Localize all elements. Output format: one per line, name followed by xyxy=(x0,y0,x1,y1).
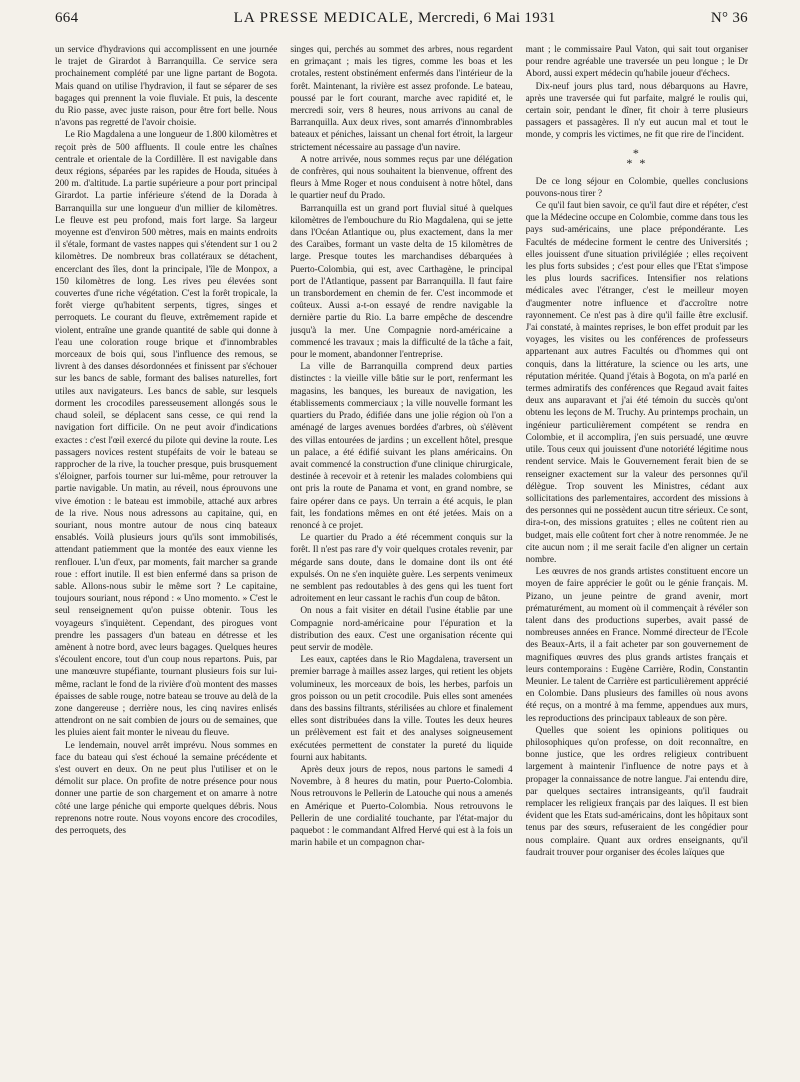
paragraph: Les eaux, captées dans le Rio Magdalena, traversent un premier barrage à mailles assez larges, qui retient les objets volumineux, les morceaux de bois, les herbes, parfois un gros poisson ou un petit crocodile. Puis elles sont amenées dans des bassins filtrants, stérilisées au chlore et finalement elles sont distribuées dans la ville. Toutes les deux heures un prélèvement est fait et des analyses soigneusement exécutées permettent de constater la pureté du liquide fourni aux habitants. xyxy=(290,655,513,763)
paragraph: singes qui, perchés au sommet des arbres, nous regardent en grimaçant ; mais les tigres, comme les boas et les crotales, restent obstinément enfermés dans l'intérieur de la forêt. Maintenant, la rivière est assez profonde. Le bateau, poussé par le fort courant, marche avec rapidité et, le mercredi soir, vers 8 heures, nous arrivons au canal de Barranquilla. Aux deux rives, sont amarrés d'innombrables bateaux et péniches, laissant un chenal fort étroit, la largeur strictement nécessaire au passage d'un navire. xyxy=(290,45,513,153)
paragraph: Quelles que soient les opinions politiques ou philosophiques qu'on professe, on doit reconnaître, en bonne justice, que les ordres religieux contribuent largement à maintenir l'influence de notre pays et à propager la connaissance de notre langue. J'ai entendu dire, par quelques sectaires intransigeants, qu'il faudrait remplacer les religieux français par des laïques. Il est bien évident que les Etats sud-américains, dont les hôpitaux sont tenus par des sœurs, refuseraient de les congédier pour nous complaire. Quant aux ordres enseignants, qu'il faudrait trouver pour organiser des écoles laïques que xyxy=(525,725,748,858)
paragraph: Les œuvres de nos grands artistes constituent encore un moyen de faire apprécier le goût ou le génie français. M. Pizano, un jeune peintre de grand avenir, mort prématurément, au moment où il commençait à révéler son talent dans des productions superbes, avait passé de nombreuses années en France. Nommé directeur de l'Ecole des Beaux-Arts, il a fait acheter par son gouvernement de magnifiques œuvres des plus grands artistes français et leurs contemporains : Eugène Carrière, Rodin, Constantin Meunier. Le talent de Carrière est particulièrement apprécié en Colombie. Dans plusieurs des familles où nous avons été reçus, on a montré à ma femme, appendues aux murs, les reproductions des principaux tableaux de son père. xyxy=(525,567,748,724)
issue-date: Mercredi, 6 Mai 1931 xyxy=(418,10,556,26)
page-number: 664 xyxy=(55,10,79,26)
column-1 xyxy=(55,44,277,1074)
paragraph: Dix-neuf jours plus tard, nous débarquons au Havre, après une traversée qui fut parfaite, malgré le roulis qui, certain soir, pendant le dîner, fit choir à terre plusieurs passagers et passagères. Il n'y eut aucun mal et tout le monde, y compris les victimes, ne fit que rire de l'incident. xyxy=(525,81,748,141)
paragraph: Ce qu'il faut bien savoir, ce qu'il faut dire et répéter, c'est que la Médecine occupe en Colombie, comme dans tous les pays sud-américains, une place prépondérante. Les Facultés de médecine forment le centre des Universités ; elles jouissent d'une situation privilégiée ; elles reçoivent les plus forts subsides ; c'est pour elles que l'Etat s'impose les plus lourds sacrifices. Intensifier nos relations médicales avec l'étranger, c'est le meilleur moyen d'augmenter notre influence et d'accroître notre rayonnement. Ce n'est pas à dire qu'il faille être exclusif. J'ai constaté, à maintes reprises, le bon effet produit par les voyages, les visites ou les conférences de professeurs appartenant aux autres Facultés ou d'hommes qui ont conquis, dans la littérature, la science ou les arts, une réputation méritée. Quand j'étais à Bogota, on m'a parlé en termes admiratifs des conférences que Regaud avait faites deux ans auparavant et j'ai été témoin du succès qu'ont obtenu les leçons de M. Truchy. Au printemps prochain, un ingénieur particulièrement compétent se rendra en Colombie, et il accomplira, j'en suis persuadé, une œuvre utile. Tous ceux qui jouissent d'une notoriété légitime nous rendent service. Mais le Gouvernement ferait bien de se renseigner exactement sur la valeur des personnes qu'il délègue. Trop souvent les Ministres, cédant aux sollicitations des parlementaires, accordent des missions à des personnes qui ne possèdent aucun titre sérieux. Ce sont, dira-t-on, des missions gratuites ; elles ne coûtent rien au budget, mais elle coûtent fort cher à notre renommée. Je ne cite aucun nom ; il me serait facile d'en aligner un certain nombre. xyxy=(525,201,748,565)
paragraph: La ville de Barranquilla comprend deux parties distinctes : la vieille ville bâtie sur le port, renfermant les magasins, les banques, les bureaux de navigation, les établissements commerciaux ; la ville nouvelle formant les quartiers du Prado, édifiée dans une jolie région où l'on a aménagé de larges avenues bordées d'arbres, où s'élèvent des villas entourées de jardins ; un excellent hôtel, presque un palace, a été édifié suivant les plans américains. On avait commencé la construction d'une clinique chirurgicale, destinée à recevoir et à retenir les malades colombiens qui ont pris la route de Panama et vont, en grand nombre, se faire opérer dans ce pays. Un terrain a été acquis, le plan fait, les fondations mêmes en ont été jetées. Mais on a renoncé à ce projet. xyxy=(290,362,513,531)
header-title xyxy=(234,10,556,27)
paragraph: Barranquilla est un grand port fluvial situé à quelques kilomètres de l'embouchure du Rio Magdalena, qui se jette dans l'Océan Atlantique ou, plus exactement, dans la mer des Caraïbes, formant un vaste delta de 15 kilomètres de large. Presque toutes les marchandises débarquées à Puerto-Colombia, qui est, avec Carthagène, le principal port de l'Atlantique, passent par Barranquilla. Il faut faire un transbordement en chemin de fer. C'est incommode et coûteux. Aussi a-t-on essayé de rendre navigable la dernière partie du Rio. La barre empêche de descendre jusqu'à la mer. Une Compagnie nord-américaine a commencé les travaux ; mais la difficulté de la tâche a fait, pour le moment, abandonner l'entreprise. xyxy=(290,203,513,361)
paragraph: Le lendemain, nouvel arrêt imprévu. Nous sommes en face du bateau qui s'est échoué la semaine précédente et s'est ouvert en deux. On ne peut plus l'utiliser et on le démolit sur place. On profite de notre présence pour nous donner une partie de son chargement et on amarre à notre côté une large péniche qui emporte quelques débris. Nous reprenons notre route. Nous voyons encore des crocodiles, des perroquets, des xyxy=(55,740,278,836)
text-columns xyxy=(55,44,748,1074)
paragraph: mant ; le commissaire Paul Vaton, qui sait tout organiser pour rendre agréable une traversée un peu longue ; le Dr Abord, aussi expert médecin qu'habile joueur d'échecs. xyxy=(525,45,748,80)
paragraph: A notre arrivée, nous sommes reçus par une délégation de confrères, qui nous souhaitent la bienvenue, offrent des fleurs à Mme Roger et nous conduisent à notre hôtel, dans le quartier neuf du Prado. xyxy=(290,154,513,202)
paragraph: Après deux jours de repos, nous partons le samedi 4 Novembre, à 8 heures du matin, pour Puerto-Colombia. Nous retrouvons le Pellerin de Latouche qui nous a amenés en Amérique et Puerto-Colombia. Nous retrouvons le Pellerin de une cordialité touchante, par l'état-major du paquebot : le commandant Alfred Hervé qui est à la fois un marin habile et un compagnon char- xyxy=(290,764,513,849)
paragraph: De ce long séjour en Colombie, quelles conclusions pouvons-nous tirer ? xyxy=(525,176,748,199)
paragraph: Le Rio Magdalena a une longueur de 1.800 kilomètres et reçoit près de 500 affluents. Il coule entre les chaînes centrale et orientale de la Cordillère. Il est navigable dans deux régions, séparées par les rapides de Houda, situées à 200 m. d'altitude. La partie supérieure a pour port principal Girardot. La partie inférieure s'étend de la Dorada à Barranquilla sur une longueur d'un millier de kilomètres. Le fleuve est peu profond, mais fort large. Sa largeur moyenne est d'environ 500 mètres, mais en maints endroits il s'étale, formant de vastes nappes qui s'étendent sur 1 ou 2 kilomètres. De nombreux bras collatéraux se détachent, encerclant des îles, dont la principale, l'île de Monpox, a 150 kilomètres de long. Les rives peu élevées sont couvertes d'une riche végétation. C'est la forêt tropicale, la forêt vierge qu'habitent serpents, tigres, singes et perroquets. Le courant du fleuve, extrêmement rapide et violent, entraîne une grande quantité de sable qui donne à l'eau une coloration rouge brique et d'innombrables morceaux de bois qui, sous l'influence des remous, se livrent à des danses désordonnées et finissent par s'échouer sur les bancs de sable, formant des balises naturelles, fort utiles aux navigateurs. Les bancs de sable, sur lesquels dorment les crocodiles paresseusement allongés sous le chaud soleil, se déplacent sans cesse, ce qui rend la navigation fort difficile. On ne peut avoir d'indications exactes : c'est l'œil exercé du pilote qui devine la route. Les passagers novices restent stupéfaits de voir le bateau se rapprocher de la rive, la toucher presque, puis brusquement s'éloigner, parfois tourner sur lui-même, pour retrouver la partie navigable. Un matin, au réveil, nous éprouvons une vive émotion : le bateau est immobile, attaché aux arbres de la rive. Nous nous adressons au capitaine, qui, en souriant, nous montre autour de nous cinq bateaux ensablés. Voilà plusieurs jours qu'ils sont immobilisés, attendant patiemment que la montée des eaux vienne les renflouer. L'un d'eux, par moments, fait marcher sa grande roue : effort inutile. Il est bien enfermé dans sa prison de sable. Allons-nous subir le même sort ? Le capitaine, toujours souriant, nous répond : « Uno momento. » C'est le seul renseignement qu'on puisse obtenir. Tous les voyageurs s'inquiètent. Cependant, des pirogues vont prendre les passagers d'un bateau en détresse et les amènent à notre bord, avec leurs bagages. Quelques heures s'écoulent encore, tout d'un coup nous repartons. Puis, par une manœuvre stupéfiante, tournant plusieurs fois sur lui-même, raclant le fond de la rivière d'où montent des masses épaisses de sable rouge, notre bateau se trouve au delà de la zone dangereuse ; derrière nous, les cinq navires enlisés attendront on ne sait combien de jours ou de semaines, que les pluies aient fait monter le niveau du fleuve. xyxy=(55,130,278,739)
section-separator: * * * xyxy=(626,145,648,170)
paragraph: un service d'hydravions qui accomplissent en une journée le trajet de Girardot à Barranquilla. Ce service sera prochainement complété par une ligne partant de Bogota. Mais quand on utilise l'hydravion, il faut se séparer de ses bagages qui prennent la voie fluviale. Et puis, la descente du Rio passe, avec juste raison, pour être fort belle. Nous n'avons pas regretté de l'avoir choisie. xyxy=(55,45,278,129)
running-header xyxy=(55,10,748,32)
journal-name: LA PRESSE MEDICALE, xyxy=(233,10,414,26)
column-2 xyxy=(290,44,512,1074)
issue-number: N° 36 xyxy=(710,10,748,26)
paragraph: Le quartier du Prado a été récemment conquis sur la forêt. Il n'est pas rare d'y voir quelques crotales revenir, par mégarde sans doute, dans le domaine dont ils ont été expulsés. On ne s'en inquiète guère. Les serpents venimeux ne semblent pas redoutables à des gens qui les tuent fort adroitement en leur cassant le rachis d'un coup de bâton. xyxy=(290,533,513,605)
paragraph: On nous a fait visiter en détail l'usine établie par une Compagnie nord-américaine pour l'épuration et la distribution des eaux. C'est une organisation récente qui peut servir de modèle. xyxy=(290,606,513,653)
column-3 xyxy=(526,44,748,1074)
